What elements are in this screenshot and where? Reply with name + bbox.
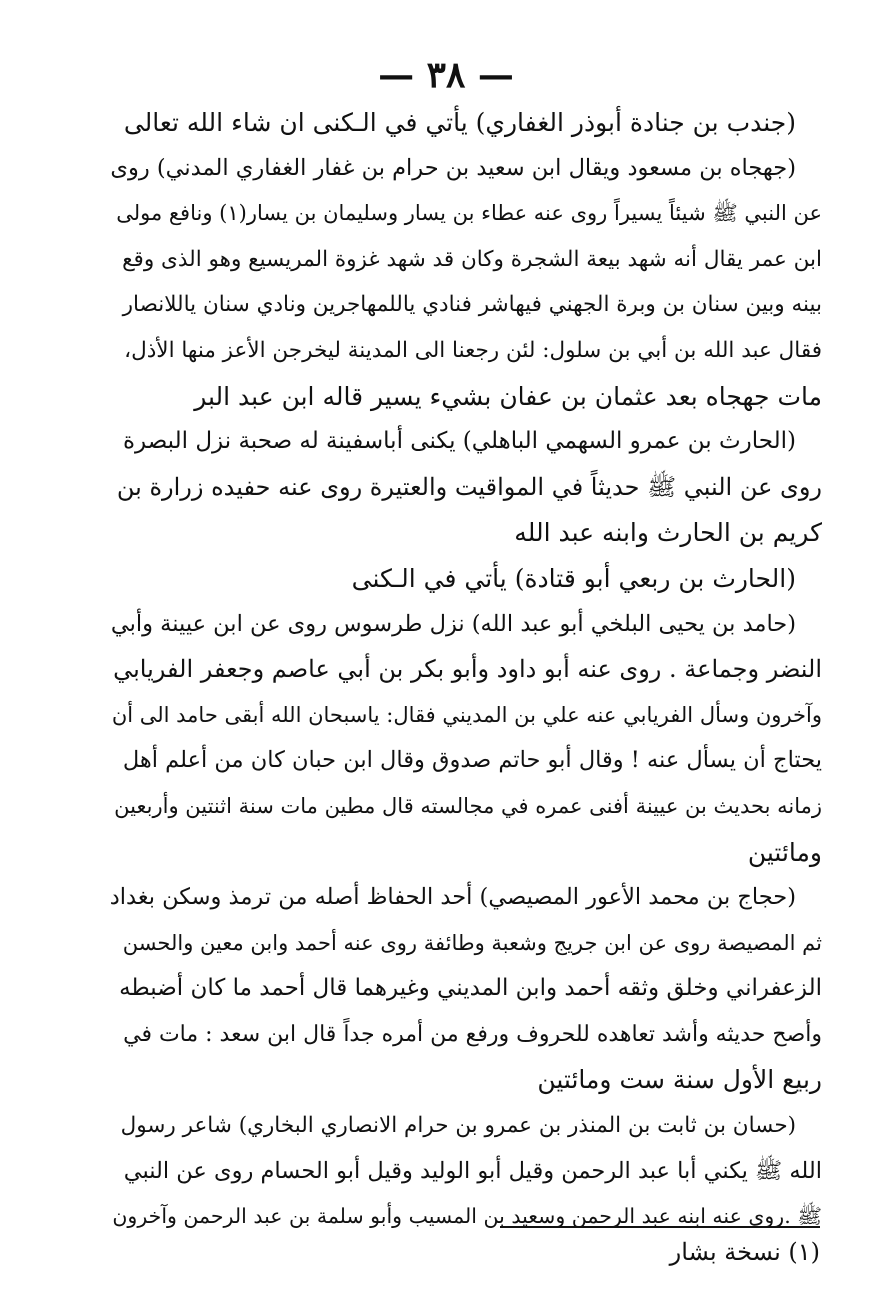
main-text	[110, 100, 822, 1240]
footnote-divider	[500, 1226, 820, 1228]
footnote: (١) نسخة بشار	[669, 1238, 820, 1266]
text-line: (حسان بن ثابت بن المنذر بن عمرو بن حرام الانصاري البخاري) شاعر رسول	[120, 1113, 796, 1139]
text-line: ابن عمر يقال أنه شهد بيعة الشجرة وكان قد شهد غزوة المريسيع وهو الذى وقع	[122, 246, 822, 272]
text-line: (حجاج بن محمد الأعور المصيصي) أحد الحفاظ أصله من ترمذ وسكن بغداد	[110, 884, 796, 911]
text-line: ﷺ .روى عنه ابنه عبد الرحمن وسعيد بن المسيب وأبو سلمة بن عبد الرحمن وآخرون	[112, 1204, 822, 1229]
text-line: عن النبي ﷺ شيئاً يسيراً روى عنه عطاء بن يسار وسليمان بن يسار(١) ونافع مولى	[116, 201, 822, 226]
text-line: الزعفراني وخلق وثقه أحمد وابن المديني وغيرهما قال أحمد ما كان أضبطه	[119, 975, 822, 1002]
text-line: ثم المصيصة روى عن ابن جريج وشعبة وطائفة روى عنه أحمد وابن معين والحسن	[122, 930, 822, 955]
text-line: (الحارث بن ربعي أبو قتادة) يأتي في الـكنى	[351, 563, 796, 593]
text-line: روى عن النبي ﷺ حديثاً في المواقيت والعتيرة روى عنه حفيده زرارة بن	[116, 472, 822, 501]
text-line: النضر وجماعة . روى عنه أبو داود وأبو بكر بن أبي عاصم وجعفر الفريابي	[113, 655, 822, 684]
text-line: وآخرون وسأل الفريابي عنه علي بن المديني فقال: ياسبحان الله أبقى حامد الى أن	[111, 702, 822, 727]
text-line: وأصح حديثه وأشد تعاهده للحروف ورفع من أمره جداً قال ابن سعد : مات في	[123, 1021, 822, 1047]
text-line: (الحارث بن عمرو السهمي الباهلي) يكنى أباسفينة له صحبة نزل البصرة	[123, 428, 796, 455]
text-line: زمانه بحديث بن عيينة أفنى عمره في مجالسته قال مطين مات سنة اثنتين وأربعين	[114, 793, 822, 818]
text-line: (حامد بن يحيى البلخي أبو عبد الله) نزل طرسوس روى عن ابن عيينة وأبي	[110, 610, 796, 637]
text-line: يحتاج أن يسأل عنه ! وقال أبو حاتم صدوق وقال ابن حبان كان من أعلم أهل	[122, 747, 822, 774]
text-line: (جهجاه بن مسعود ويقال ابن سعيد بن حرام بن غفار الغفاري المدني) روى	[110, 154, 796, 181]
text-line: ومائتين	[747, 837, 822, 867]
page-number: — ٣٨ —	[378, 54, 514, 96]
text-line: فقال عبد الله بن أبي بن سلول: لئن رجعنا الى المدينة ليخرجن الأعز منها الأذل،	[124, 337, 822, 363]
text-line: بينه وبين سنان بن وبرة الجهني فيهاشر فنادي ياللمهاجرين ونادي سنان ياللانصار	[122, 292, 822, 318]
text-line: ربيع الأول سنة ست ومائتين	[537, 1065, 822, 1095]
text-line: كريم بن الحارث وابنه عبد الله	[514, 518, 822, 548]
text-line: الله ﷺ يكني أبا عبد الرحمن وقيل أبو الوليد وقيل أبو الحسام روى عن النبي	[123, 1157, 822, 1184]
text-line: مات جهجاه بعد عثمان بن عفان بشيء يسير قاله ابن عبد البر	[194, 381, 822, 411]
text-line: (جندب بن جنادة أبوذر الغفاري) يأتي في الـكنى ان شاء الله تعالى	[123, 108, 796, 137]
